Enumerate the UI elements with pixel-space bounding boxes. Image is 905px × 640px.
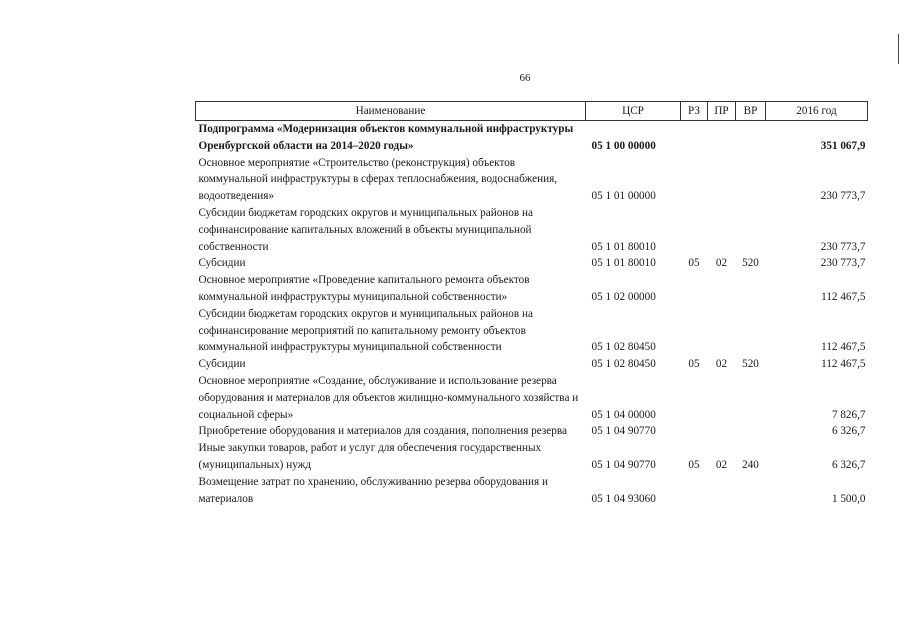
cell-csr: 05 1 02 80450 [591,358,656,371]
cell-name: Субсидии [198,358,246,371]
cell-pr [708,272,736,306]
cell-csr: 05 1 01 80010 [591,257,656,270]
table-row [196,255,868,272]
table-row [196,373,868,423]
cell-year: 1 500,0 [831,492,866,505]
cell-name: Приобретение оборудования и материалов для создания, пополнения резерва [198,425,567,438]
table-row [196,440,868,474]
cell-pr: 02 [715,257,728,270]
cell-year: 230 773,7 [820,190,866,203]
page-number: 66 [519,72,531,84]
cell-name: Основное мероприятие «Строительство (реконструкция) объектов коммунальной инфраструктуры в сферах теплоснабжения, водоснабжения, водоотведения» [198,156,558,203]
header-rz: РЗ [681,102,708,121]
cell-csr: 05 1 02 80450 [591,341,656,354]
table-row [196,356,868,373]
cell-name: Возмещение затрат по хранению, обслуживанию резерва оборудования и материалов [198,475,548,505]
cell-vr [736,306,766,356]
cell-year: 6 326,7 [831,425,866,438]
edge-mark [898,34,899,64]
cell-name: Основное мероприятие «Создание, обслуживание и использование резерва оборудования и материалов для объектов жилищно-коммунального хозяйства и социальной сферы» [198,374,579,421]
cell-csr: 05 1 04 90770 [591,458,656,471]
cell-rz [681,121,708,155]
cell-pr [708,306,736,356]
cell-rz: 05 [688,257,700,270]
cell-vr: 240 [742,458,759,471]
cell-csr: 05 1 02 00000 [591,290,656,303]
table-body [196,121,868,508]
cell-rz [681,205,708,255]
header-name: Наименование [196,102,586,121]
cell-pr [708,205,736,255]
cell-vr [736,205,766,255]
cell-year: 351 067,9 [820,139,866,152]
cell-rz [681,474,708,508]
budget-table-container [195,101,867,507]
cell-vr: 520 [742,358,759,371]
cell-year: 230 773,7 [820,257,866,270]
cell-name: Подпрограмма «Модернизация объектов коммунальной инфраструктуры Оренбургской области на 2014–2020 годы» [198,123,574,152]
cell-rz [681,155,708,205]
cell-csr: 05 1 00 00000 [591,139,656,152]
header-year: 2016 год [766,102,868,121]
cell-pr [708,155,736,205]
header-vr: ВР [736,102,766,121]
cell-year: 112 467,5 [821,290,866,303]
cell-year: 112 467,5 [821,341,866,354]
cell-csr: 05 1 01 80010 [591,240,656,253]
table-header-row [196,102,868,121]
cell-vr [736,155,766,205]
table-row [196,205,868,255]
table-row [196,423,868,440]
cell-pr: 02 [715,358,728,371]
cell-csr: 05 1 01 00000 [591,190,656,203]
cell-vr [736,272,766,306]
cell-rz: 05 [688,358,700,371]
cell-vr [736,121,766,155]
table-row [196,121,868,155]
cell-name: Субсидии бюджетам городских округов и муниципальных районов на софинансирование мероприятий по капитальному ремонту объектов коммунальной инфраструктуры муниципальной собственности [198,307,533,354]
cell-name: Иные закупки товаров, работ и услуг для обеспечения государственных (муниципальных) нужд [198,442,542,471]
cell-pr [708,121,736,155]
cell-rz [681,306,708,356]
table-row [196,474,868,508]
cell-year: 6 326,7 [831,458,866,471]
header-csr: ЦСР [586,102,681,121]
cell-pr: 02 [715,458,728,471]
table-row [196,306,868,356]
cell-year: 7 826,7 [831,408,866,421]
cell-pr [708,423,736,440]
table-row [196,272,868,306]
cell-name: Основное мероприятие «Проведение капитального ремонта объектов коммунальной инфраструктуры муниципальной собственности» [198,274,530,303]
cell-rz [681,272,708,306]
cell-pr [708,474,736,508]
cell-rz [681,373,708,423]
cell-vr [736,474,766,508]
cell-vr [736,373,766,423]
table-row [196,155,868,205]
cell-csr: 05 1 04 00000 [591,408,656,421]
budget-table [195,101,868,507]
cell-name: Субсидии [198,257,246,270]
cell-year: 112 467,5 [821,358,866,371]
header-pr: ПР [708,102,736,121]
cell-csr: 05 1 04 93060 [591,492,656,505]
cell-name: Субсидии бюджетам городских округов и муниципальных районов на софинансирование капитальных вложений в объекты муниципальной собственности [198,206,533,253]
cell-rz [681,423,708,440]
cell-pr [708,373,736,423]
cell-year: 230 773,7 [820,240,866,253]
cell-csr: 05 1 04 90770 [591,425,656,438]
cell-rz: 05 [688,458,700,471]
cell-vr [736,423,766,440]
cell-vr: 520 [742,257,759,270]
